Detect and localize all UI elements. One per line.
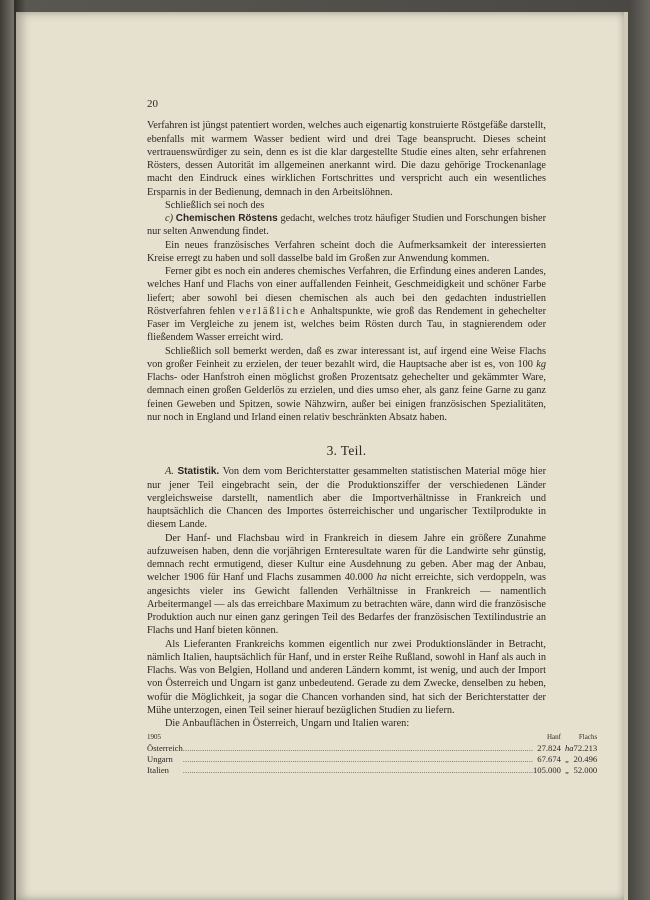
table-row [147,765,597,776]
flachs-cell: 52.000 [573,765,598,776]
paragraph: Verfahren ist jüngst patentiert worden, welches auch eigenartig konstruierte Röstgefäße darstellt, ebenfalls mit warmem Wasser bedient wird und drei Tage beansprucht. Dieses scheint vertrauenswürdiger zu sein, denn es ist die klar dargestellte Studie eines alten, sehr erfahrenen Rösters, dessen Autorität im allgemeinen anerkannt wird. Die dazu gehörige Trockenanlage macht den Eindruck eines wirklichen Fortschrittes und verspricht auch ein wesentliches Ersparnis in der Bedienung, demnach in den Arbeitslöhnen. [147,120,546,198]
country-cell: Ungarn [147,754,173,765]
paragraph-text: nicht erreichte, sich verdoppeln, was angesichts vieler ins Gewicht fallenden Verhältnisse in Frankreich — namentlich Arbeitermangel — als das erreichbare Maximum zu betrachten wäre, dann wird die französische Produktion auch nur einen ganz geringen Teil des Bedarfes der französischen Textilindustrie an Flachs und Hanf bieten können. [147,572,546,637]
statistics-table [147,732,597,776]
paragraph [147,532,546,638]
flachs-cell: 72.213 [573,743,598,754]
paragraph-text: Anhaltspunkte, wie groß das Rendement in gehechelter Faser im Vergleiche zu jenem ist, welches beim Rösten durch Tau, in stagnierendem oder fließendem Wasser erreicht wird. [147,305,546,344]
hanf-cell: 105.000 [533,765,561,776]
dot-leader: ................................................................................................................................................................... [182,754,533,765]
paragraph-text: Von dem vom Berichterstatter gesammelten statistischen Material möge hier nur jener Teil eingebracht sein, der die Produktionsziffer der verschiedenen Länder vergleichsweise darstellt, namentlich aber die Importverhältnisse in Frankreich und hauptsächlich die Chancen des Importes österreichischer und ungarischer Textilprodukte in diesem Lande. [147,466,547,531]
paragraph [147,345,546,425]
paragraph: Schließlich sei noch des [165,199,265,211]
paragraph-text: Flachs- oder Hanfstroh einen möglichst großen Prozentsatz gehechelter und gekämmter Ware, demnach einen großen Gelderlös zu erzielen, und dies umso eher, als ganz feine Garne zu ganz feinen Geweben und Spitzen, sowie Nähzwirn, außer bei einigen französischen Spezialitäten, nur noch in England und Irland einen relativ beschränkten Absatz haben. [147,372,546,423]
page-number: 20 [147,98,158,110]
unit-cell: „ [564,765,570,776]
dot-leader: ................................................................................................................................................................... [182,765,533,776]
paragraph-text: gedacht, welches trotz häufiger Studien und Forschungen bisher nur selten Anwendung findet. [147,213,546,238]
section-heading: 3. Teil. [326,443,367,458]
column-header-flachs: Flachs [578,733,598,742]
list-marker: c) [165,213,173,224]
section-term: Chemischen Röstens [175,213,278,224]
hanf-cell: 27.824 [537,743,561,754]
paragraph: Die Anbauflächen in Österreich, Ungarn und Italien waren: [165,718,410,729]
paragraph-text: Der Hanf- und Flachsbau wird in Frankreich in diesem Jahre ein größere Zunahme aufzuweisen haben, denn die vorjährigen Ernteresultate waren für die Landwirte sehr günstig, demnach recht ermutigend, dieser Kultur eine Ausdehnung zu geben. Aber mag der Anbau, welcher 1906 für Hanf und Flachs zusammen 40.000 [147,532,546,584]
year-label: 1905 [147,733,161,742]
country-cell: Italien [147,765,169,776]
unit: kg [536,358,546,370]
list-marker: A. [165,466,174,478]
paragraph-text: Ferner gibt es noch ein anderes chemisches Verfahren, die Erfindung eines anderen Landes, welches Hanf und Flachs von einer auffallenden Feinheit, Geschmeidigkeit und schöner Farbe liefert; aber sowohl bei diesen chemischen als auch bei den gedachten industriellen Röstverfahren fehlen [147,266,546,317]
table-row [147,754,597,765]
dot-leader: ................................................................................................................................................................... [182,743,533,754]
page-content [147,98,598,776]
column-header-hanf: Hanf [546,733,561,742]
unit: ha [376,572,388,584]
emphasis-spaced: verläßliche [238,305,307,317]
paragraph-text: Schließlich soll bemerkt werden, daß es zwar interessant ist, auf irgend eine Weise Flachs von großer Feinheit zu erzielen, der teuer bezahlt wird, die Hauptsache aber ist es, von 100 [147,345,546,370]
unit-cell: „ [564,754,570,765]
paragraph [147,212,546,239]
country-cell: Österreich [147,743,183,754]
flachs-cell: 20.496 [573,754,598,765]
paragraph [147,265,546,345]
table-header-row [147,732,597,743]
hanf-cell: 67.674 [537,754,561,765]
unit-cell: ha [564,743,574,754]
paragraph [147,465,546,531]
section-term: Statistik. [177,466,220,478]
paragraph: Ein neues französisches Verfahren scheint doch die Aufmerksamkeit der interessierten Kreise erregt zu haben und soll dasselbe bald im Großen zur Anwendung kommen. [147,239,546,264]
table-row [147,743,597,754]
paragraph: Als Lieferanten Frankreichs kommen eigentlich nur zwei Produktionsländer in Betracht, nämlich Italien, hauptsächlich für Hanf, und in erster Reihe Rußland, sowohl in Hanf als auch in Flachs. Was von Belgien, Holland und anderen Ländern kommt, ist wenig, und auch der Import von Österreich und Ungarn ist ganz unbedeutend. Gerade zu dem Zwecke, denselben zu heben, wofür die Möglichkeit, ja sogar die Chancen vorhanden sind, hat sich der Berichterstatter der Mühe unterzogen, einen Teil seiner hierauf bezüglichen Studien zu liefern. [147,638,546,716]
